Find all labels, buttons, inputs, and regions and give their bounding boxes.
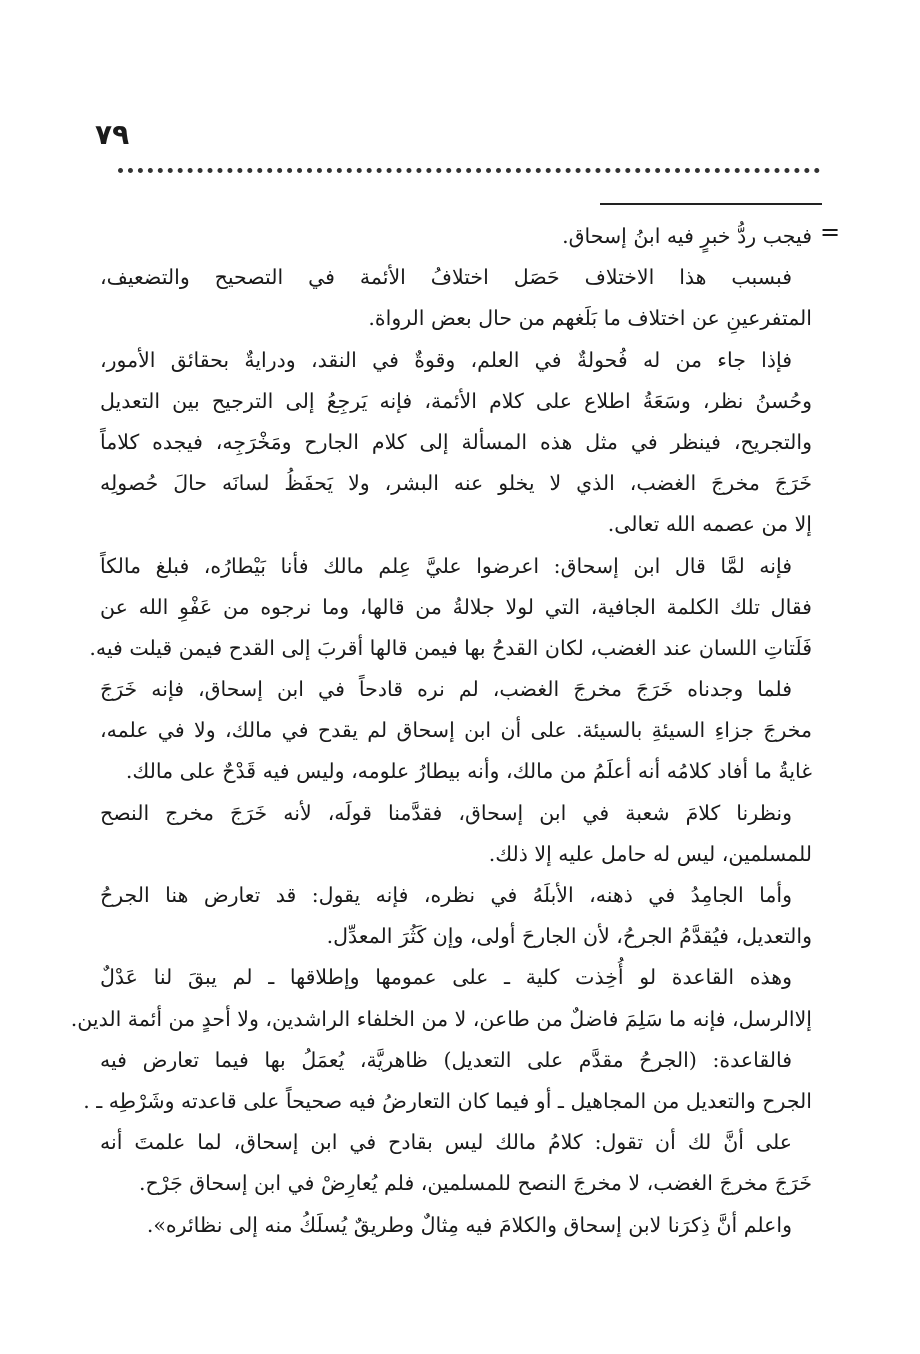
text-line: فقال تلك الكلمة الجافية، التي لولا جلالةُ من قالها، وما نرجوه من عَفْوِ الله عن xyxy=(100,594,812,619)
text-line: خَرَجَ مخرجَ الغضب، الذي لا يخلو عنه البشر، ولا يَحفَظُ لسانَه حالَ حُصولِه xyxy=(100,471,812,496)
footnote-text xyxy=(70,216,812,1246)
text-line: فإنه لمَّا قال ابن إسحاق: اعرضوا عليَّ عِلم مالك فأنا بَيْطارُه، فبلغ مالكاً xyxy=(100,553,792,578)
text-line: الجرح والتعديل من المجاهيل ـ أو فيما كان التعارضُ فيه صحيحاً على قاعدته وشَرْطِه ـ . xyxy=(83,1088,812,1113)
text-line: إلا من عصمه الله تعالى. xyxy=(607,512,812,537)
text-line: إلاالرسل، فإنه ما سَلِمَ فاضلٌ من طاعن، لا من الخلفاء الراشدين، ولا أحدٍ من أئمة الدين. xyxy=(70,1006,812,1031)
text-line: خَرَجَ مخرجَ الغضب، لا مخرجَ النصح للمسلمين، فلم يُعارِضْ في ابن إسحاق جَرْح. xyxy=(139,1171,812,1196)
text-line: وأما الجامِدُ في ذهنه، الأبلَهُ في نظره، فإنه يقول: قد تعارض هنا الجرحُ xyxy=(100,883,792,907)
page-number: ٧٩ xyxy=(95,118,130,151)
text-line: فبسبب هذا الاختلاف حَصَل اختلافُ الأئمة في التصحيح والتضعيف، xyxy=(100,265,792,290)
text-line: فيجب ردُّ خبرٍ فيه ابنُ إسحاق. xyxy=(562,224,812,248)
text-line: فلما وجدناه خَرَجَ مخرجَ الغضب، لم نره قادحاً في ابن إسحاق، فإنه خَرَجَ xyxy=(100,677,792,702)
text-line: على أنَّ لك أن تقول: كلامُ مالك ليس بقادح في ابن إسحاق، لما علمتَ أنه xyxy=(100,1130,792,1155)
text-line: والتعديل، فيُقدَّمُ الجرحُ، لأن الجارحَ أولى، وإن كَثُرَ المعدِّل. xyxy=(326,924,812,949)
dotted-separator xyxy=(118,168,820,173)
text-line: مخرجَ جزاءِ السيئةِ بالسيئة. على أن ابن إسحاق لم يقدح في مالك، ولا في علمه، xyxy=(100,718,812,743)
text-line: وحُسنُ نظر، وسَعَةُ اطلاع على كلام الأئمة، فإنه يَرجِعُ إلى الترجيح بين التعديل xyxy=(100,388,812,413)
text-line: فإذا جاء من له فُحولةٌ في العلم، وقوةٌ في النقد، ودرايةٌ بحقائق الأمور، xyxy=(100,347,792,372)
text-line: وهذه القاعدة لو أُخِذت كلية ـ على عمومها وإطلاقها ـ لم يبقَ لنا عَدْلٌ xyxy=(100,965,792,990)
footnote-rule xyxy=(600,203,822,205)
text-line: ونظرنا كلامَ شعبة في ابن إسحاق، فقدَّمنا قولَه، لأنه خَرَجَ مخرج النصح xyxy=(100,800,792,825)
text-line: المتفرعينِ عن اختلاف ما بَلَغهم من حال بعض الرواة. xyxy=(368,306,812,331)
text-line: فَلَتاتِ اللسان عند الغضب، لكان القدحُ بها فيمن قالها أقربَ إلى القدح فيمن قيلت فيه. xyxy=(89,635,812,660)
footnote-continuation-mark: = xyxy=(820,218,841,246)
text-line: واعلم أنَّ ذِكرَنا لابن إسحاق والكلامَ فيه مِثالٌ وطريقٌ يُسلَكُ منه إلى نظائره». xyxy=(146,1212,792,1237)
text-line: غايةُ ما أفاد كلامُه أنه أعلَمُ من مالك، وأنه بيطارُ علومه، وليس فيه قَدْحٌ على مالك. xyxy=(125,759,812,784)
text-line: فالقاعدة: (الجرحُ مقدَّم على التعديل) ظاهريَّة، يُعمَلُ بها فيما تعارض فيه xyxy=(100,1047,792,1072)
text-line: للمسلمين، ليس له حامل عليه إلا ذلك. xyxy=(488,841,812,866)
text-line: والتجريح، فينظر في مثل هذه المسألة إلى كلام الجارح ومَخْرَجِه، فيجده كلاماً xyxy=(100,429,812,454)
